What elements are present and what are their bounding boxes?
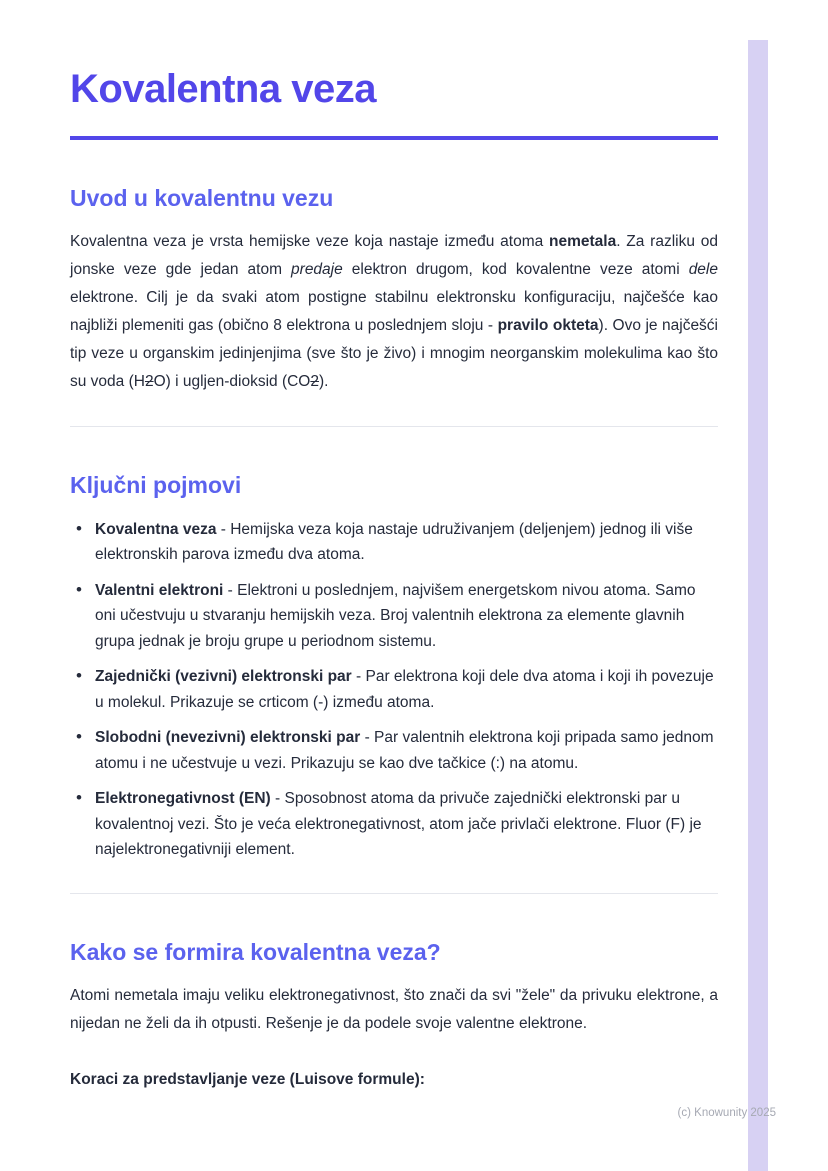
section-heading-formation: Kako se formira kovalentna veza? [70, 938, 441, 965]
section-divider [70, 893, 718, 894]
bullet-icon: • [76, 788, 82, 808]
list-item-text: Slobodni (nevezivni) elektronski par - Par valentnih elektrona koji pripada samo jednom atomu i ne učestvuje u vezi. Prikazuju se kao dve tačkice (:) na atomu. [95, 729, 714, 772]
list-item-text: Zajednički (vezivni) elektronski par - Par elektrona koji dele dva atoma i koji ih povezuje u molekul. Prikazuje se crticom (-) između atoma. [95, 668, 714, 711]
page-title: Kovalentna veza [70, 67, 376, 111]
list-item [70, 725, 718, 776]
side-stripe [748, 40, 768, 1171]
key-terms-list [70, 517, 718, 863]
section-heading-key-terms: Ključni pojmovi [70, 471, 242, 498]
bullet-icon: • [76, 666, 82, 686]
steps-label: Koraci za predstavljanje veze (Luisove formule): [70, 1070, 425, 1088]
list-item-text: Elektronegativnost (EN) - Sposobnost atoma da privuče zajednički elektronski par u kovalentnoj vezi. Što je veća elektronegativnost, atom jače privlači elektrone. Fluor (F) je najelektronegativniji element. [95, 790, 702, 859]
section-formation [70, 938, 718, 1094]
list-item-text: Kovalentna veza - Hemijska veza koja nastaje udruživanjem (deljenjem) jednog ili više elektronskih parova između dva atoma. [95, 520, 693, 564]
section-key-terms [70, 471, 718, 863]
list-item [70, 786, 718, 863]
formation-paragraph: Atomi nemetala imaju veliku elektronegativnost, što znači da svi "žele" da privuku elektrone, a nijedan ne želi da ih otpusti. Rešenje je da podele svoje valentne elektrone. [70, 986, 718, 1032]
list-item-text: Valentni elektroni - Elektroni u poslednjem, najvišem energetskom nivou atoma. Samo oni učestvuju u stvaranju hemijskih veza. Broj valentnih elektrona za elemente glavnih grupa jednak je broju grupe u periodnom sistemu. [95, 581, 696, 650]
bullet-icon: • [76, 518, 82, 538]
bullet-icon: • [76, 579, 82, 599]
watermark: (c) Knowunity 2025 [677, 1107, 776, 1119]
intro-paragraph: Kovalentna veza je vrsta hemijske veze koja nastaje između atoma nemetala. Za razliku od jonske veze gde jedan atom predaje elektron drugom, kod kovalentne veze atomi dele elektrone. Cilj je da svaki atom postigne stabilnu elektronsku konfiguraciju, najčešće kao najbliži plemeniti gas (obično 8 elektrona u poslednjem sloju - pravilo okteta). Ovo je najčešći tip veze u organskim jedinjenjima (sve što je živo) i mnogim neorganskim molekulima kao što su voda (H2O) i ugljen-dioksid (CO2). [70, 232, 719, 390]
section-heading-intro: Uvod u kovalentnu vezu [70, 185, 334, 211]
title-rule [70, 136, 718, 140]
bullet-icon: • [76, 727, 82, 747]
list-item [70, 517, 718, 568]
list-item [70, 664, 718, 715]
page-content [70, 0, 718, 1094]
list-item [70, 578, 718, 655]
section-intro [70, 184, 718, 396]
section-divider [70, 426, 718, 427]
